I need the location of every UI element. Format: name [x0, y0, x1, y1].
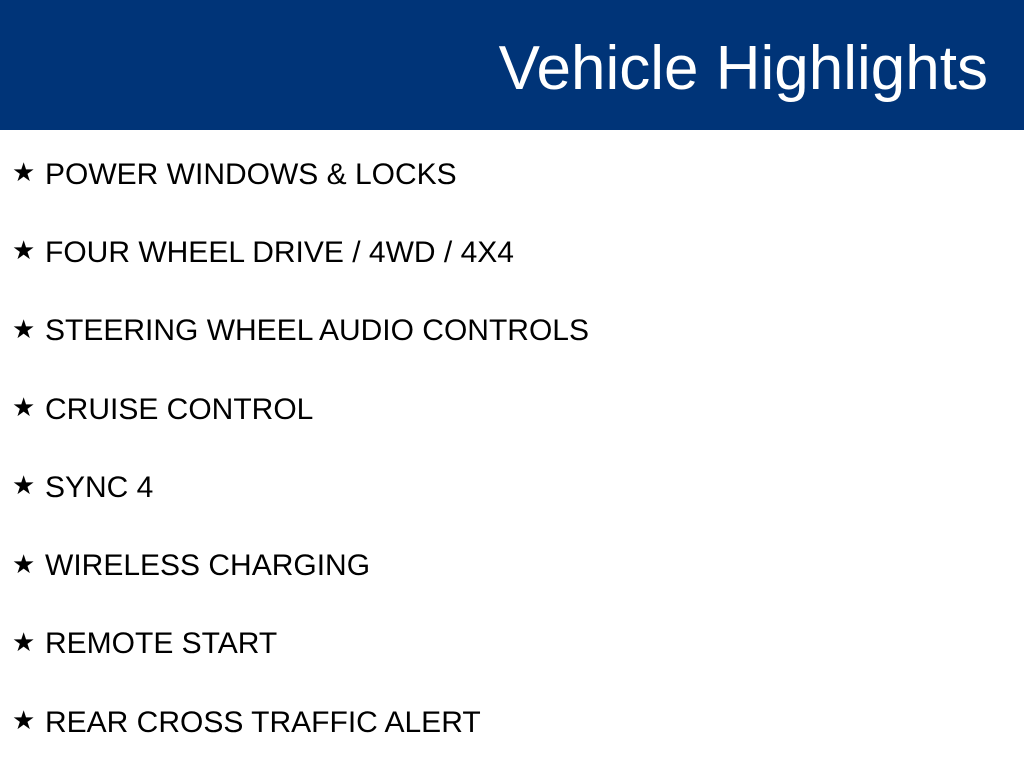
highlight-label: STEERING WHEEL AUDIO CONTROLS [45, 314, 589, 348]
list-item [0, 683, 1024, 761]
highlight-label: CRUISE CONTROL [45, 392, 314, 426]
list-item [0, 526, 1024, 604]
highlight-label: FOUR WHEEL DRIVE / 4WD / 4X4 [45, 235, 514, 269]
star-icon: ★ [12, 314, 36, 345]
highlight-label: POWER WINDOWS & LOCKS [45, 157, 457, 191]
star-icon: ★ [12, 627, 36, 658]
star-icon: ★ [12, 706, 36, 737]
highlight-label: SYNC 4 [45, 470, 154, 504]
star-icon: ★ [12, 393, 36, 424]
header-band [0, 0, 1024, 130]
list-item [0, 292, 1024, 370]
highlight-label: REAR CROSS TRAFFIC ALERT [45, 705, 481, 739]
list-item [0, 135, 1024, 213]
list-item [0, 605, 1024, 683]
star-icon: ★ [12, 236, 36, 267]
page-title: Vehicle Highlights [498, 33, 988, 103]
highlights-list [0, 130, 1024, 761]
highlight-label: REMOTE START [45, 627, 278, 661]
star-icon: ★ [12, 471, 36, 502]
list-item [0, 213, 1024, 291]
star-icon: ★ [12, 158, 36, 189]
highlight-label: WIRELESS CHARGING [45, 549, 371, 583]
star-icon: ★ [12, 549, 36, 580]
list-item [0, 448, 1024, 526]
list-item [0, 370, 1024, 448]
